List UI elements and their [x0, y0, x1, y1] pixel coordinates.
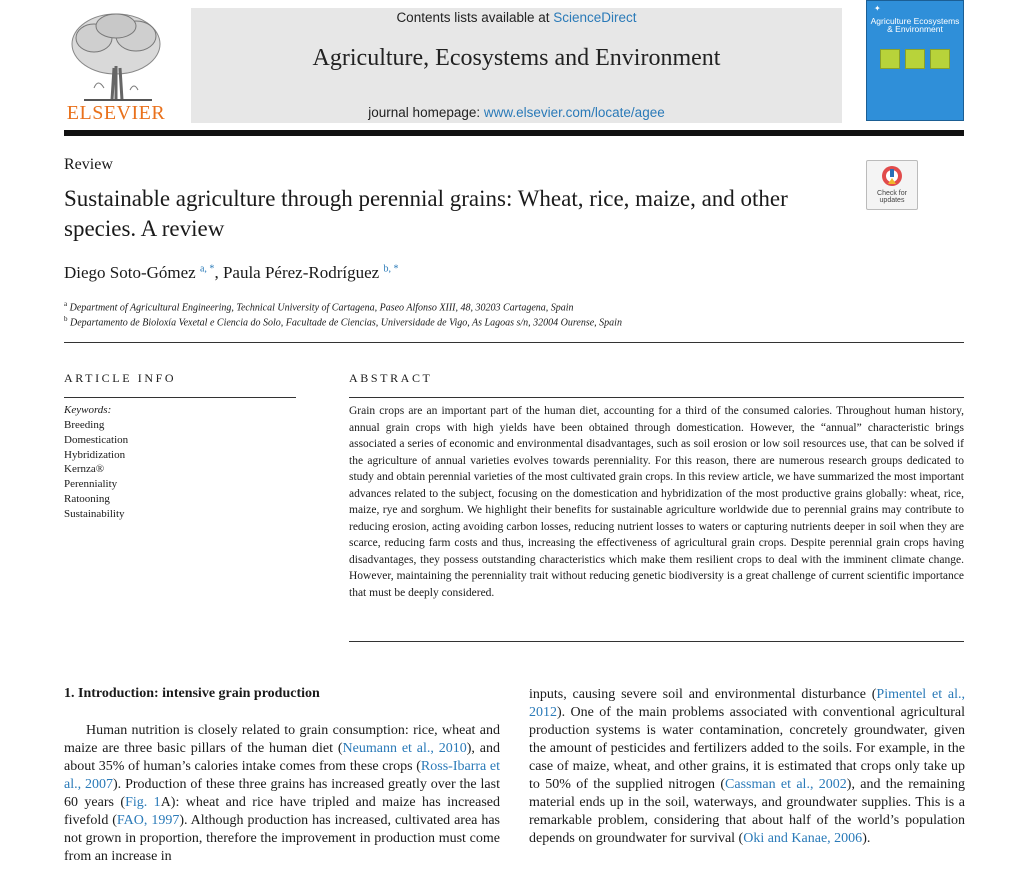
article-info-heading: ARTICLE INFO: [64, 371, 177, 385]
author-affiliation-mark[interactable]: b, *: [383, 263, 399, 275]
body-text: ), and about 35% of human’s calories intake comes from these crops (: [64, 741, 500, 774]
divider: [64, 342, 964, 343]
citation-link[interactable]: FAO, 1997: [116, 813, 180, 828]
body-text: Human nutrition is closely related to grain consumption: rice, wheat and maize are three basic pillars of the human diet (: [64, 723, 500, 756]
divider: [349, 641, 964, 642]
crossmark-icon: [880, 164, 904, 188]
body-text: ). Production of these three grains has increased greatly over the last 60 years (: [64, 777, 500, 810]
sciencedirect-link[interactable]: ScienceDirect: [553, 10, 637, 25]
publisher-name: ELSEVIER: [66, 102, 166, 124]
divider: [64, 397, 296, 398]
keyword: Kernza®: [64, 463, 105, 476]
affiliation-text: Department of Agricultural Engineering, Technical University of Cartagena, Paseo Alfonso XIII, 48, 30203 Cartagena, Spain: [69, 302, 574, 314]
body-column-left: [64, 722, 500, 866]
contents-prefix: Contents lists available at: [396, 10, 554, 25]
cover-logo-icon: ✦: [874, 4, 881, 13]
body-column-right: [529, 686, 965, 848]
affiliation-mark: b: [64, 315, 68, 323]
keywords-label: Keywords:: [64, 404, 112, 416]
homepage-line: [191, 105, 842, 120]
cover-title: Agriculture Ecosystems & Environment: [870, 16, 960, 34]
affiliation-text: Departamento de Bioloxía Vexetal e Ciencia do Solo, Facultade de Ciencias, Universidade de Vigo, As Lagoas s/n, 32004 Ourense, Spain: [70, 317, 622, 329]
contents-line: [191, 10, 842, 25]
header-rule: [64, 130, 964, 136]
author-list: [64, 263, 398, 283]
author-name[interactable]: Paula Pérez-Rodríguez: [222, 263, 380, 282]
author-separator: ,: [214, 263, 223, 282]
journal-masthead: [191, 8, 842, 123]
cover-image-tile: [880, 49, 900, 69]
affiliation: [64, 300, 574, 313]
affiliation: [64, 315, 622, 328]
citation-link[interactable]: Pimentel et al., 2012: [529, 687, 966, 720]
citation-link[interactable]: Neumann et al., 2010: [342, 741, 467, 756]
abstract-heading: ABSTRACT: [349, 371, 433, 385]
citation-link[interactable]: Fig. 1: [125, 795, 161, 810]
abstract-text: Grain crops are an important part of the human diet, accounting for a third of the consumed calories. Throughout human history, annual grain crops with high yields have been obtained through domestication. However, the “annual” characteristic brings associated a series of economic and environmental disadvantages, such as soil erosion or low soil resources use, that can be solved if the agriculture of annual varieties evolves towards perenniality. For this reason, there are numerous research groups dedicated to study and obtain perennial varieties of the most cultivated grain crops. In this review article, we have summarized the most important advances related to the subject, focusing on the domestication and hybridization of the most productive grains globally: wheat, rice, maize, rye and sorghum. We highlight their benefits for sustainable agriculture worldwide due to perennial grains may contribute to reducing erosion, acting avoiding carbon losses, reducing nutrient losses to waters or capturing nutrients deeper in soil when they are scarce, reducing farm costs and thus, increasing the effectiveness of agricultural grain crops. Despite perennial grain crops having disadvantages, they possess outstanding characteristics which make them resilient crops to deal with the imminent climate change. However, maintaining the perenniality trait without reducing genetic biodiversity is a great challenge of current scientific importance that must be deeply considered.: [349, 405, 964, 600]
body-text: ). One of the main problems associated with conventional agricultural production systems is water contamination, concretely groundwater, given the amount of pesticides and fertilizers added to the soils. For example, in the case of maize, wheat, and other grains, it is estimated that crops only take up to 50% of the supplied nitrogen (: [529, 705, 965, 792]
keyword: Ratooning: [64, 492, 110, 505]
cover-image-tile: [930, 49, 950, 69]
citation-link[interactable]: Oki and Kanae, 2006: [743, 831, 863, 846]
body-text: ). Although production has increased, cultivated area has not grown in proportion, therefore the improvement in production must come from an increase in: [64, 813, 500, 864]
journal-cover-thumbnail[interactable]: [866, 0, 964, 121]
journal-title: Agriculture, Ecosystems and Environment: [312, 45, 721, 71]
body-text: ).: [862, 831, 871, 846]
keyword: Perenniality: [64, 478, 118, 491]
body-text: ), and the remaining material ends up in the soil, waterways, and groundwater supplies. This is a remarkable problem, considering that about half of the world’s population depends on groundwater for survival (: [529, 777, 965, 846]
paper-title: Sustainable agriculture through perennial grains: Wheat, rice, maize, and other species. A review: [64, 186, 788, 241]
section-heading: 1. Introduction: intensive grain production: [64, 686, 320, 701]
check-for-updates-label: Check for updates: [877, 190, 907, 204]
keyword: Sustainability: [64, 507, 125, 520]
affiliation-mark: a: [64, 300, 68, 308]
author-affiliation-mark[interactable]: a, *: [199, 263, 215, 275]
journal-homepage-link[interactable]: www.elsevier.com/locate/agee: [483, 105, 665, 120]
keyword: Hybridization: [64, 448, 126, 461]
keyword: Breeding: [64, 419, 105, 431]
check-for-updates-button[interactable]: [866, 160, 918, 210]
citation-link[interactable]: Cassman et al., 2002: [725, 777, 847, 792]
body-text: A): wheat and rice have tripled and maize has increased fivefold (: [64, 795, 500, 828]
article-type: Review: [64, 156, 113, 173]
keyword: Domestication: [64, 433, 129, 446]
cover-image-tile: [905, 49, 925, 69]
divider: [349, 397, 964, 398]
citation-link[interactable]: Ross-Ibarra et al., 2007: [64, 759, 500, 792]
body-text: inputs, causing severe soil and environmental disturbance (: [529, 687, 877, 702]
author-name[interactable]: Diego Soto-Gómez: [64, 263, 196, 282]
keywords-list: [64, 418, 128, 522]
homepage-prefix: journal homepage:: [368, 105, 484, 120]
